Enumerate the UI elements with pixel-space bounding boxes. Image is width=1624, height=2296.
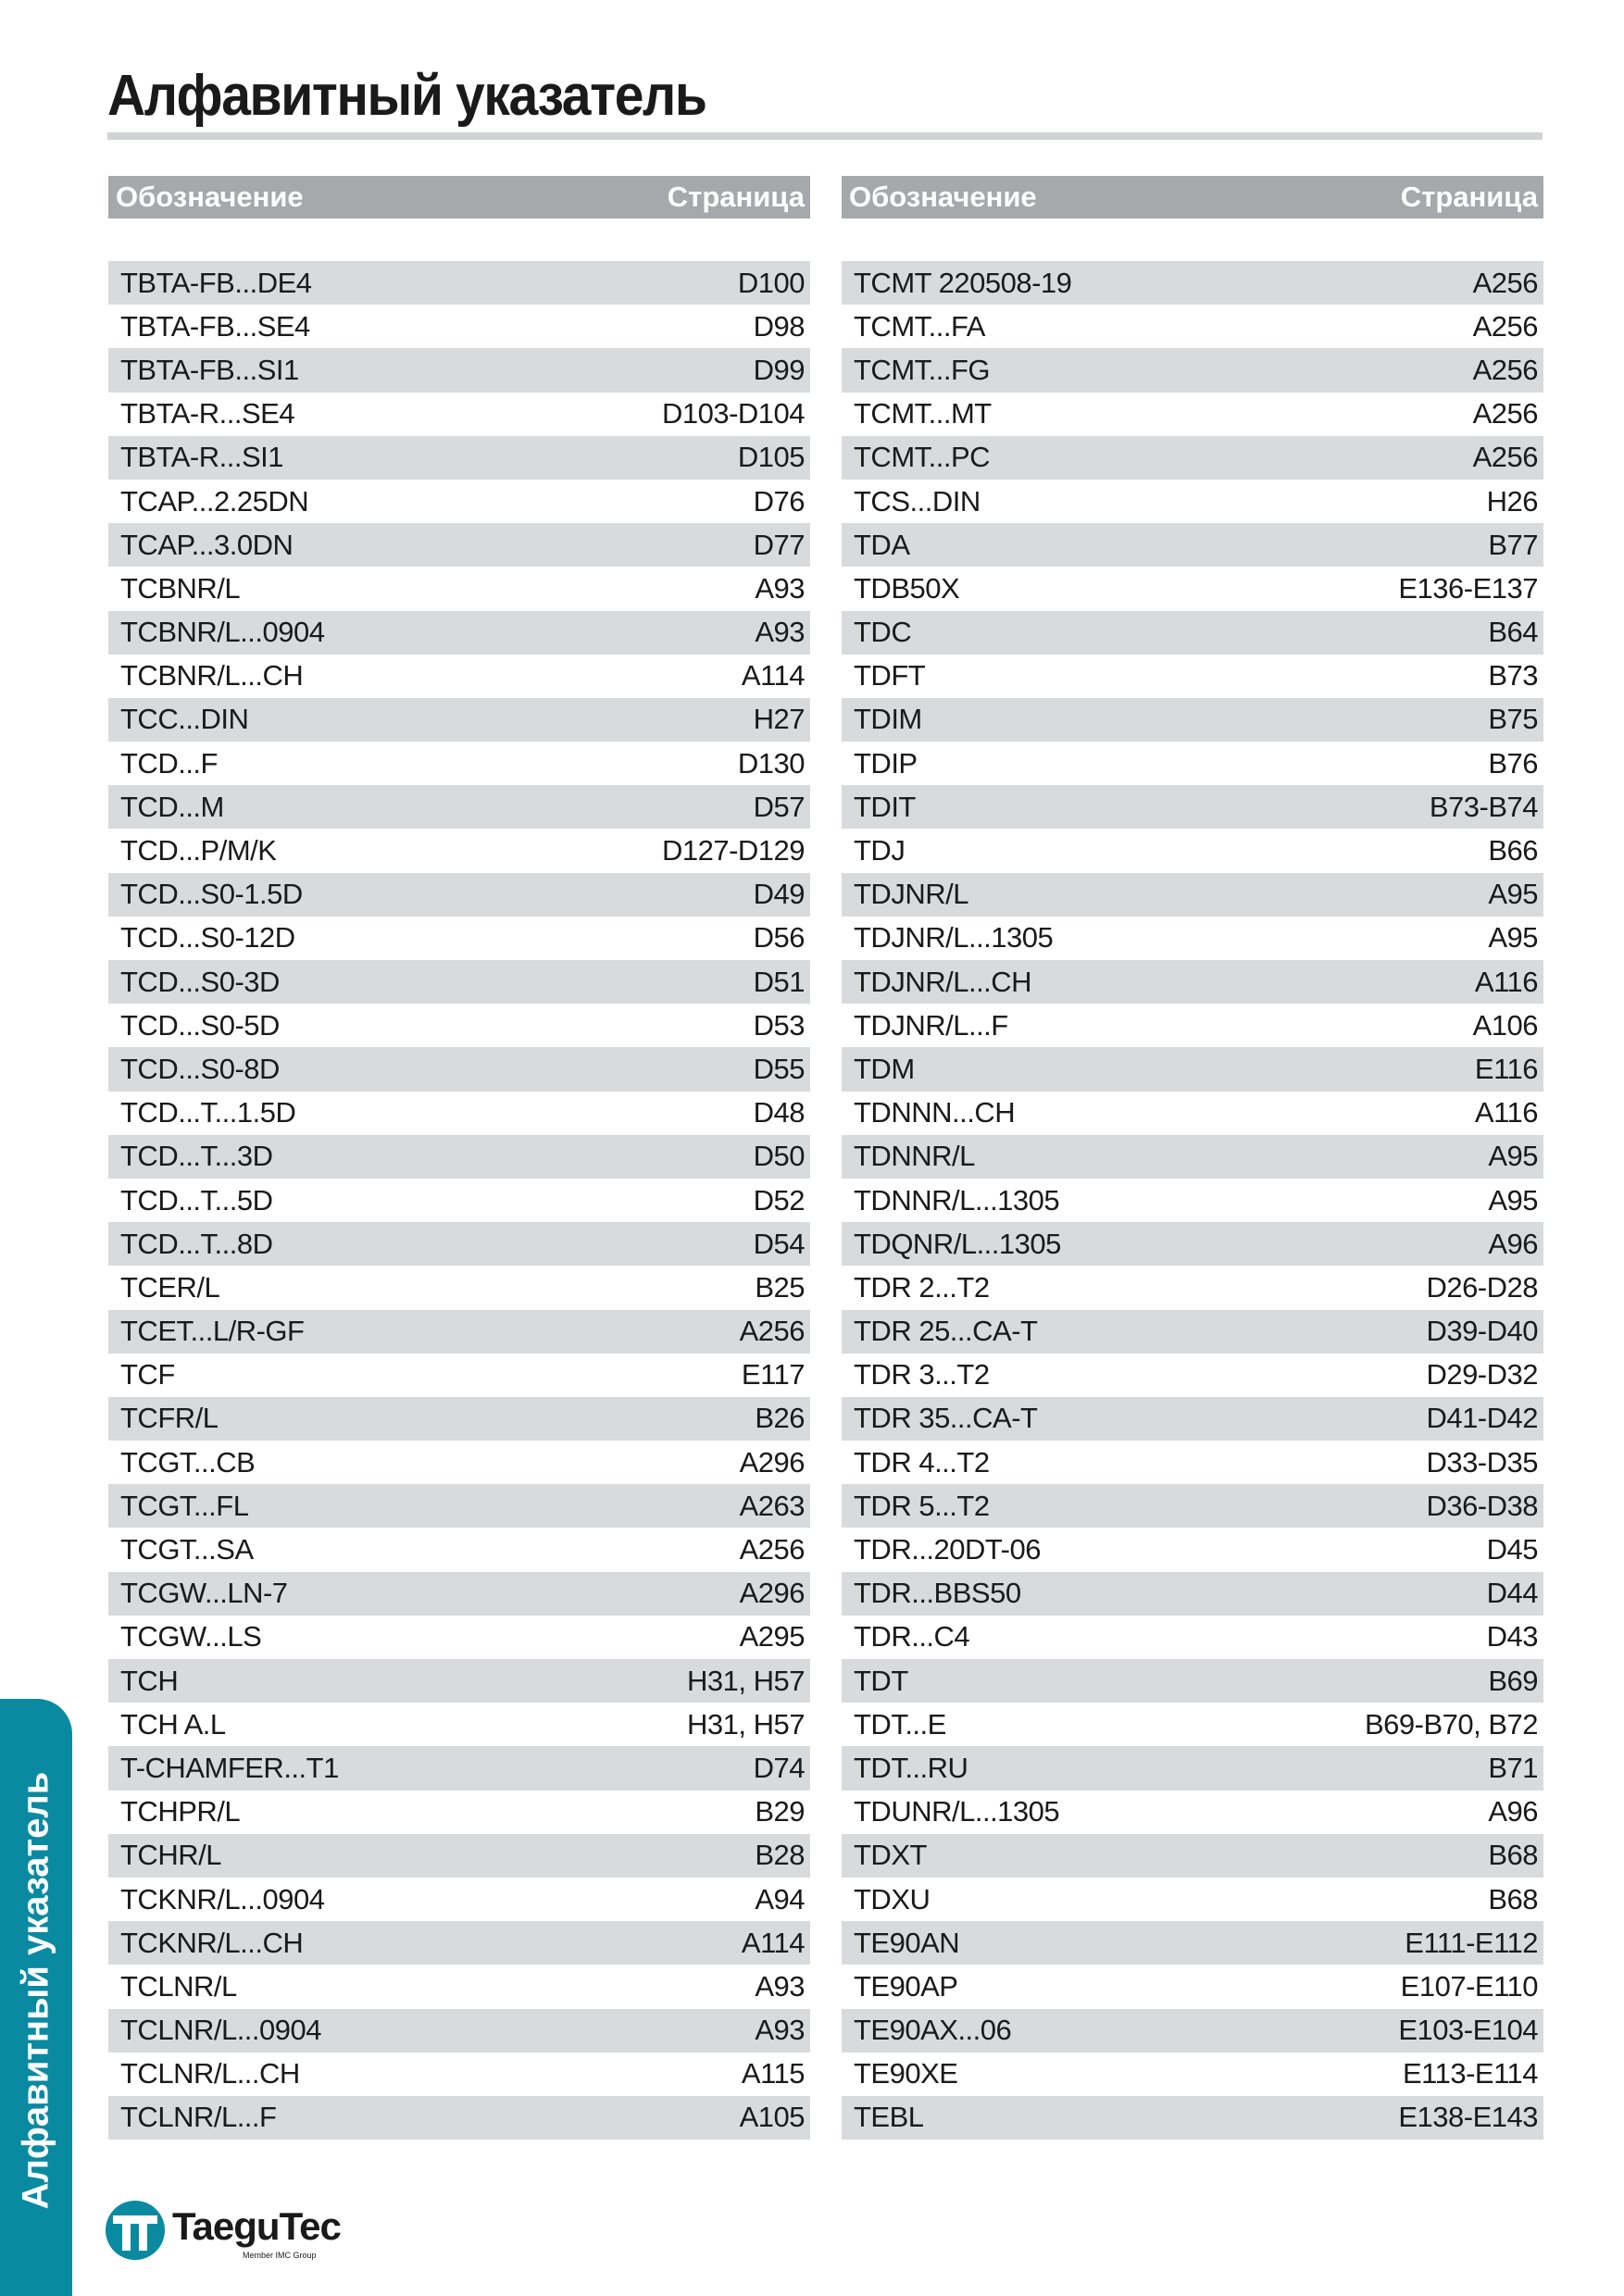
item-designation: TDR...20DT-06 bbox=[854, 1533, 1041, 1566]
taegutec-logo-icon bbox=[104, 2199, 167, 2262]
item-designation: TDXU bbox=[854, 1882, 931, 1915]
index-row bbox=[108, 1791, 810, 1834]
item-page-ref: B68 bbox=[1488, 1882, 1538, 1915]
item-page-ref: D44 bbox=[1486, 1577, 1538, 1610]
index-row bbox=[108, 1659, 810, 1703]
index-row bbox=[108, 960, 810, 1004]
column-header-right bbox=[842, 176, 1543, 218]
item-designation: TCD...T...3D bbox=[120, 1140, 273, 1173]
item-designation: TCGT...SA bbox=[120, 1533, 254, 1566]
item-designation: TCKNR/L...CH bbox=[120, 1926, 304, 1959]
index-row bbox=[842, 1616, 1543, 1659]
item-designation: TBTA-FB...SI1 bbox=[120, 353, 299, 386]
item-designation: TDFT bbox=[854, 659, 926, 693]
item-page-ref: B26 bbox=[755, 1402, 805, 1435]
index-row bbox=[108, 1965, 810, 2008]
index-rows-right bbox=[842, 261, 1543, 2140]
item-designation: TCD...S0-3D bbox=[120, 965, 280, 998]
index-row bbox=[108, 2096, 810, 2140]
item-designation: TDR 5...T2 bbox=[854, 1489, 990, 1522]
item-designation: TDT bbox=[854, 1664, 908, 1697]
item-page-ref: D26-D28 bbox=[1426, 1270, 1538, 1304]
index-row bbox=[108, 1222, 810, 1266]
item-designation: TCD...M bbox=[120, 790, 224, 823]
item-designation: TCFR/L bbox=[120, 1402, 219, 1435]
item-designation: TDNNN...CH bbox=[854, 1096, 1016, 1129]
index-row bbox=[842, 2096, 1543, 2140]
logo-brand-text: TaeguTec bbox=[172, 2204, 341, 2248]
item-designation: TCH A.L bbox=[120, 1707, 226, 1741]
item-designation: TCS...DIN bbox=[854, 484, 981, 518]
item-page-ref: B66 bbox=[1488, 834, 1538, 867]
item-page-ref: D54 bbox=[753, 1227, 805, 1260]
item-page-ref: E107-E110 bbox=[1400, 1969, 1538, 2003]
item-designation: TDT...E bbox=[854, 1707, 946, 1741]
item-designation: TDNNR/L bbox=[854, 1140, 975, 1173]
item-designation: TCMT...FA bbox=[854, 309, 985, 343]
item-page-ref: A96 bbox=[1488, 1227, 1538, 1260]
index-row bbox=[842, 436, 1543, 480]
item-page-ref: B68 bbox=[1488, 1839, 1538, 1872]
item-designation: TDR 35...CA-T bbox=[854, 1402, 1038, 1435]
item-page-ref: D51 bbox=[753, 965, 805, 998]
item-page-ref: B75 bbox=[1488, 703, 1538, 736]
item-page-ref: A296 bbox=[739, 1445, 805, 1479]
index-row bbox=[108, 436, 810, 480]
item-designation: TDA bbox=[854, 528, 910, 561]
item-page-ref: D127-D129 bbox=[661, 834, 805, 867]
index-row bbox=[842, 1746, 1543, 1790]
item-page-ref: A96 bbox=[1488, 1795, 1538, 1828]
index-row bbox=[842, 960, 1543, 1004]
index-row bbox=[108, 1354, 810, 1397]
index-row bbox=[842, 261, 1543, 305]
index-row bbox=[842, 742, 1543, 785]
item-designation: TBTA-FB...SE4 bbox=[120, 309, 310, 343]
index-row bbox=[108, 1092, 810, 1135]
item-page-ref: B64 bbox=[1488, 616, 1538, 649]
index-row bbox=[108, 393, 810, 436]
item-designation: TCD...S0-12D bbox=[120, 921, 295, 955]
index-row bbox=[108, 1616, 810, 1659]
item-page-ref: E136-E137 bbox=[1398, 571, 1538, 605]
index-row bbox=[108, 1004, 810, 1047]
item-page-ref: B29 bbox=[755, 1795, 805, 1828]
item-designation: TCMT...FG bbox=[854, 353, 991, 386]
item-page-ref: D53 bbox=[753, 1008, 805, 1042]
item-page-ref: D130 bbox=[737, 746, 805, 780]
item-designation: TCER/L bbox=[120, 1270, 220, 1304]
index-row bbox=[108, 785, 810, 829]
index-row bbox=[108, 1572, 810, 1616]
item-designation: TCGT...CB bbox=[120, 1445, 256, 1479]
index-row bbox=[842, 698, 1543, 742]
item-page-ref: D36-D38 bbox=[1426, 1489, 1538, 1522]
item-page-ref: B73 bbox=[1488, 659, 1538, 693]
item-page-ref: A114 bbox=[741, 1926, 805, 1959]
index-row bbox=[842, 873, 1543, 917]
item-page-ref: A115 bbox=[741, 2057, 805, 2090]
index-row bbox=[842, 305, 1543, 348]
item-page-ref: A105 bbox=[739, 2101, 805, 2134]
item-page-ref: A256 bbox=[1472, 353, 1538, 386]
side-tab-label: Алфавитный указатель bbox=[15, 1771, 56, 2210]
item-designation: TCGT...FL bbox=[120, 1489, 249, 1522]
item-page-ref: H27 bbox=[753, 703, 805, 736]
header-designation: Обозначение bbox=[849, 181, 1037, 213]
index-row bbox=[842, 1528, 1543, 1571]
item-page-ref: D56 bbox=[753, 921, 805, 955]
item-designation: TBTA-R...SI1 bbox=[120, 441, 284, 474]
item-page-ref: D100 bbox=[737, 266, 805, 299]
item-designation: TCMT...PC bbox=[854, 441, 991, 474]
index-row bbox=[842, 655, 1543, 698]
item-page-ref: A256 bbox=[739, 1533, 805, 1566]
item-page-ref: A95 bbox=[1488, 1183, 1538, 1217]
item-designation: TCD...S0-5D bbox=[120, 1008, 280, 1042]
item-page-ref: D98 bbox=[753, 309, 805, 343]
item-page-ref: A93 bbox=[755, 1969, 805, 2003]
item-designation: TDQNR/L...1305 bbox=[854, 1227, 1061, 1260]
brand-logo bbox=[104, 2199, 354, 2264]
index-column-left bbox=[108, 176, 810, 2140]
index-row bbox=[108, 829, 810, 872]
header-page: Страница bbox=[667, 181, 805, 213]
item-designation: TE90AX...06 bbox=[854, 2014, 1012, 2047]
item-designation: TDJNR/L bbox=[854, 878, 968, 911]
item-designation: TCGW...LN-7 bbox=[120, 1577, 288, 1610]
index-row bbox=[842, 1484, 1543, 1528]
index-row bbox=[842, 1921, 1543, 1965]
index-row bbox=[842, 1878, 1543, 1921]
index-row bbox=[842, 1791, 1543, 1834]
item-designation: TDR 3...T2 bbox=[854, 1358, 990, 1391]
item-designation: TDC bbox=[854, 616, 912, 649]
item-page-ref: E116 bbox=[1474, 1052, 1538, 1085]
item-page-ref: A256 bbox=[739, 1315, 805, 1348]
item-page-ref: B69 bbox=[1488, 1664, 1538, 1697]
item-designation: TDT...RU bbox=[854, 1751, 968, 1784]
item-designation: TDUNR/L...1305 bbox=[854, 1795, 1060, 1828]
index-row bbox=[842, 1965, 1543, 2008]
item-page-ref: D76 bbox=[753, 484, 805, 518]
index-row bbox=[842, 1047, 1543, 1091]
item-page-ref: E113-E114 bbox=[1402, 2057, 1538, 2090]
item-page-ref: D74 bbox=[753, 1751, 805, 1784]
logo-tagline: Member IMC Group bbox=[243, 2251, 317, 2260]
item-page-ref: B76 bbox=[1488, 746, 1538, 780]
item-designation: TCET...L/R-GF bbox=[120, 1315, 305, 1348]
item-designation: TDB50X bbox=[854, 571, 960, 605]
item-designation: TEBL bbox=[854, 2101, 924, 2134]
item-page-ref: A295 bbox=[739, 1620, 805, 1653]
index-row bbox=[108, 1528, 810, 1571]
index-row bbox=[108, 1179, 810, 1222]
index-row bbox=[108, 1834, 810, 1878]
index-row bbox=[108, 2009, 810, 2053]
item-designation: TCD...S0-1.5D bbox=[120, 878, 303, 911]
title-rule bbox=[107, 132, 1543, 140]
item-page-ref: A114 bbox=[741, 659, 805, 693]
item-designation: TCGW...LS bbox=[120, 1620, 262, 1653]
item-designation: TCLNR/L...F bbox=[120, 2101, 277, 2134]
item-page-ref: B71 bbox=[1488, 1751, 1538, 1784]
item-page-ref: D48 bbox=[753, 1096, 805, 1129]
index-row bbox=[842, 611, 1543, 655]
index-row bbox=[108, 2053, 810, 2096]
index-row bbox=[842, 785, 1543, 829]
index-row bbox=[842, 1834, 1543, 1878]
item-designation: TBTA-FB...DE4 bbox=[120, 266, 312, 299]
index-row bbox=[108, 1484, 810, 1528]
index-row bbox=[108, 261, 810, 305]
item-designation: TDR 25...CA-T bbox=[854, 1315, 1038, 1348]
item-designation: TCAP...3.0DN bbox=[120, 528, 294, 561]
item-designation: TDR 2...T2 bbox=[854, 1270, 990, 1304]
item-page-ref: H31, H57 bbox=[687, 1664, 805, 1697]
item-designation: TCHPR/L bbox=[120, 1795, 241, 1828]
item-page-ref: D99 bbox=[753, 353, 805, 386]
index-row bbox=[108, 348, 810, 392]
index-row bbox=[108, 1746, 810, 1790]
item-page-ref: B77 bbox=[1488, 528, 1538, 561]
item-designation: TCD...P/M/K bbox=[120, 834, 277, 867]
index-row bbox=[842, 1092, 1543, 1135]
index-row bbox=[842, 480, 1543, 523]
item-designation: TCD...S0-8D bbox=[120, 1052, 280, 1085]
item-designation: T-CHAMFER...T1 bbox=[120, 1751, 339, 1784]
item-designation: TDNNR/L...1305 bbox=[854, 1183, 1060, 1217]
index-row bbox=[842, 2009, 1543, 2053]
index-row bbox=[842, 348, 1543, 392]
index-row bbox=[108, 1310, 810, 1354]
index-row bbox=[842, 917, 1543, 960]
item-designation: TCBNR/L...0904 bbox=[120, 616, 325, 649]
item-page-ref: D39-D40 bbox=[1426, 1315, 1538, 1348]
item-designation: TCD...T...1.5D bbox=[120, 1096, 296, 1129]
item-designation: TDJ bbox=[854, 834, 906, 867]
item-designation: TDIM bbox=[854, 703, 922, 736]
item-page-ref: E111-E112 bbox=[1405, 1926, 1538, 1959]
index-row bbox=[842, 1222, 1543, 1266]
index-row bbox=[842, 393, 1543, 436]
item-designation: TCD...T...8D bbox=[120, 1227, 273, 1260]
item-page-ref: E138-E143 bbox=[1398, 2101, 1538, 2134]
item-page-ref: H26 bbox=[1486, 484, 1538, 518]
item-page-ref: A256 bbox=[1472, 266, 1538, 299]
index-column-right bbox=[842, 176, 1543, 2140]
item-designation: TDJNR/L...F bbox=[854, 1008, 1008, 1042]
item-designation: TCH bbox=[120, 1664, 179, 1697]
item-designation: TE90XE bbox=[854, 2057, 958, 2090]
column-header-left bbox=[108, 176, 810, 218]
item-designation: TCC...DIN bbox=[120, 703, 249, 736]
index-row bbox=[108, 655, 810, 698]
item-page-ref: D105 bbox=[737, 441, 805, 474]
item-page-ref: D29-D32 bbox=[1426, 1358, 1538, 1391]
index-row bbox=[842, 1354, 1543, 1397]
index-row bbox=[108, 873, 810, 917]
index-row bbox=[842, 1659, 1543, 1703]
index-row bbox=[842, 1266, 1543, 1309]
index-row bbox=[842, 1441, 1543, 1484]
index-row bbox=[108, 1703, 810, 1746]
index-row bbox=[108, 1441, 810, 1484]
item-page-ref: H31, H57 bbox=[687, 1707, 805, 1741]
index-row bbox=[108, 523, 810, 567]
item-designation: TCD...F bbox=[120, 746, 218, 780]
item-designation: TDR...BBS50 bbox=[854, 1577, 1021, 1610]
header-designation: Обозначение bbox=[116, 181, 304, 213]
index-row bbox=[108, 698, 810, 742]
item-page-ref: A116 bbox=[1474, 1096, 1538, 1129]
index-row bbox=[108, 1921, 810, 1965]
item-page-ref: D43 bbox=[1486, 1620, 1538, 1653]
index-row bbox=[108, 1397, 810, 1441]
item-page-ref: A256 bbox=[1472, 309, 1538, 343]
index-row bbox=[108, 1135, 810, 1179]
index-row bbox=[842, 1572, 1543, 1616]
index-row bbox=[108, 305, 810, 348]
item-page-ref: D55 bbox=[753, 1052, 805, 1085]
item-page-ref: A256 bbox=[1472, 397, 1538, 430]
item-page-ref: D52 bbox=[753, 1183, 805, 1217]
item-designation: TCLNR/L...CH bbox=[120, 2057, 300, 2090]
index-row bbox=[108, 567, 810, 610]
index-row bbox=[108, 611, 810, 655]
item-page-ref: A116 bbox=[1474, 965, 1538, 998]
index-row bbox=[842, 567, 1543, 610]
index-row bbox=[842, 523, 1543, 567]
item-page-ref: A95 bbox=[1488, 878, 1538, 911]
item-designation: TCMT 220508-19 bbox=[854, 266, 1072, 299]
index-row bbox=[842, 1703, 1543, 1746]
item-page-ref: A93 bbox=[755, 616, 805, 649]
item-designation: TDR...C4 bbox=[854, 1620, 970, 1653]
item-page-ref: A94 bbox=[755, 1882, 805, 1915]
item-designation: TBTA-R...SE4 bbox=[120, 397, 295, 430]
item-page-ref: B69-B70, B72 bbox=[1364, 1707, 1538, 1741]
item-page-ref: A93 bbox=[755, 2014, 805, 2047]
item-designation: TCMT...MT bbox=[854, 397, 992, 430]
item-designation: TDXT bbox=[854, 1839, 927, 1872]
index-row bbox=[842, 2053, 1543, 2096]
item-designation: TDR 4...T2 bbox=[854, 1445, 990, 1479]
item-designation: TDJNR/L...1305 bbox=[854, 921, 1054, 955]
index-row bbox=[108, 480, 810, 523]
index-row bbox=[108, 1878, 810, 1921]
item-designation: TE90AP bbox=[854, 1969, 958, 2003]
index-row bbox=[842, 1179, 1543, 1222]
item-page-ref: E117 bbox=[741, 1358, 805, 1391]
header-page: Страница bbox=[1400, 181, 1538, 213]
item-designation: TDJNR/L...CH bbox=[854, 965, 1032, 998]
item-designation: TDM bbox=[854, 1052, 915, 1085]
item-page-ref: B73-B74 bbox=[1429, 790, 1538, 823]
index-row bbox=[108, 1266, 810, 1309]
item-page-ref: B25 bbox=[755, 1270, 805, 1304]
index-row bbox=[108, 917, 810, 960]
item-page-ref: D45 bbox=[1486, 1533, 1538, 1566]
item-designation: TCHR/L bbox=[120, 1839, 221, 1872]
item-page-ref: D103-D104 bbox=[661, 397, 805, 430]
item-page-ref: B28 bbox=[755, 1839, 805, 1872]
index-row bbox=[108, 742, 810, 785]
item-page-ref: D57 bbox=[753, 790, 805, 823]
item-designation: TDIT bbox=[854, 790, 916, 823]
item-designation: TDIP bbox=[854, 746, 918, 780]
index-row bbox=[842, 829, 1543, 872]
index-row bbox=[842, 1004, 1543, 1047]
item-page-ref: A93 bbox=[755, 571, 805, 605]
item-designation: TCBNR/L bbox=[120, 571, 241, 605]
item-page-ref: D50 bbox=[753, 1140, 805, 1173]
item-designation: TCKNR/L...0904 bbox=[120, 1882, 325, 1915]
item-designation: TCAP...2.25DN bbox=[120, 484, 309, 518]
item-page-ref: A263 bbox=[739, 1489, 805, 1522]
item-designation: TCD...T...5D bbox=[120, 1183, 273, 1217]
item-page-ref: A95 bbox=[1488, 921, 1538, 955]
index-row bbox=[108, 1047, 810, 1091]
item-page-ref: A296 bbox=[739, 1577, 805, 1610]
item-page-ref: D77 bbox=[753, 528, 805, 561]
item-page-ref: E103-E104 bbox=[1398, 2014, 1538, 2047]
item-page-ref: A256 bbox=[1472, 441, 1538, 474]
item-page-ref: A95 bbox=[1488, 1140, 1538, 1173]
item-designation: TCLNR/L bbox=[120, 1969, 237, 2003]
item-page-ref: D33-D35 bbox=[1426, 1445, 1538, 1479]
item-page-ref: D49 bbox=[753, 878, 805, 911]
index-row bbox=[842, 1397, 1543, 1441]
index-row bbox=[842, 1135, 1543, 1179]
item-designation: TCF bbox=[120, 1358, 175, 1391]
item-page-ref: A106 bbox=[1472, 1008, 1538, 1042]
index-row bbox=[842, 1310, 1543, 1354]
item-designation: TCLNR/L...0904 bbox=[120, 2014, 321, 2047]
page-title: Алфавитный указатель bbox=[107, 64, 706, 128]
index-rows-left bbox=[108, 261, 810, 2140]
item-designation: TCBNR/L...CH bbox=[120, 659, 304, 693]
item-designation: TE90AN bbox=[854, 1926, 960, 1959]
item-page-ref: D41-D42 bbox=[1426, 1402, 1538, 1435]
